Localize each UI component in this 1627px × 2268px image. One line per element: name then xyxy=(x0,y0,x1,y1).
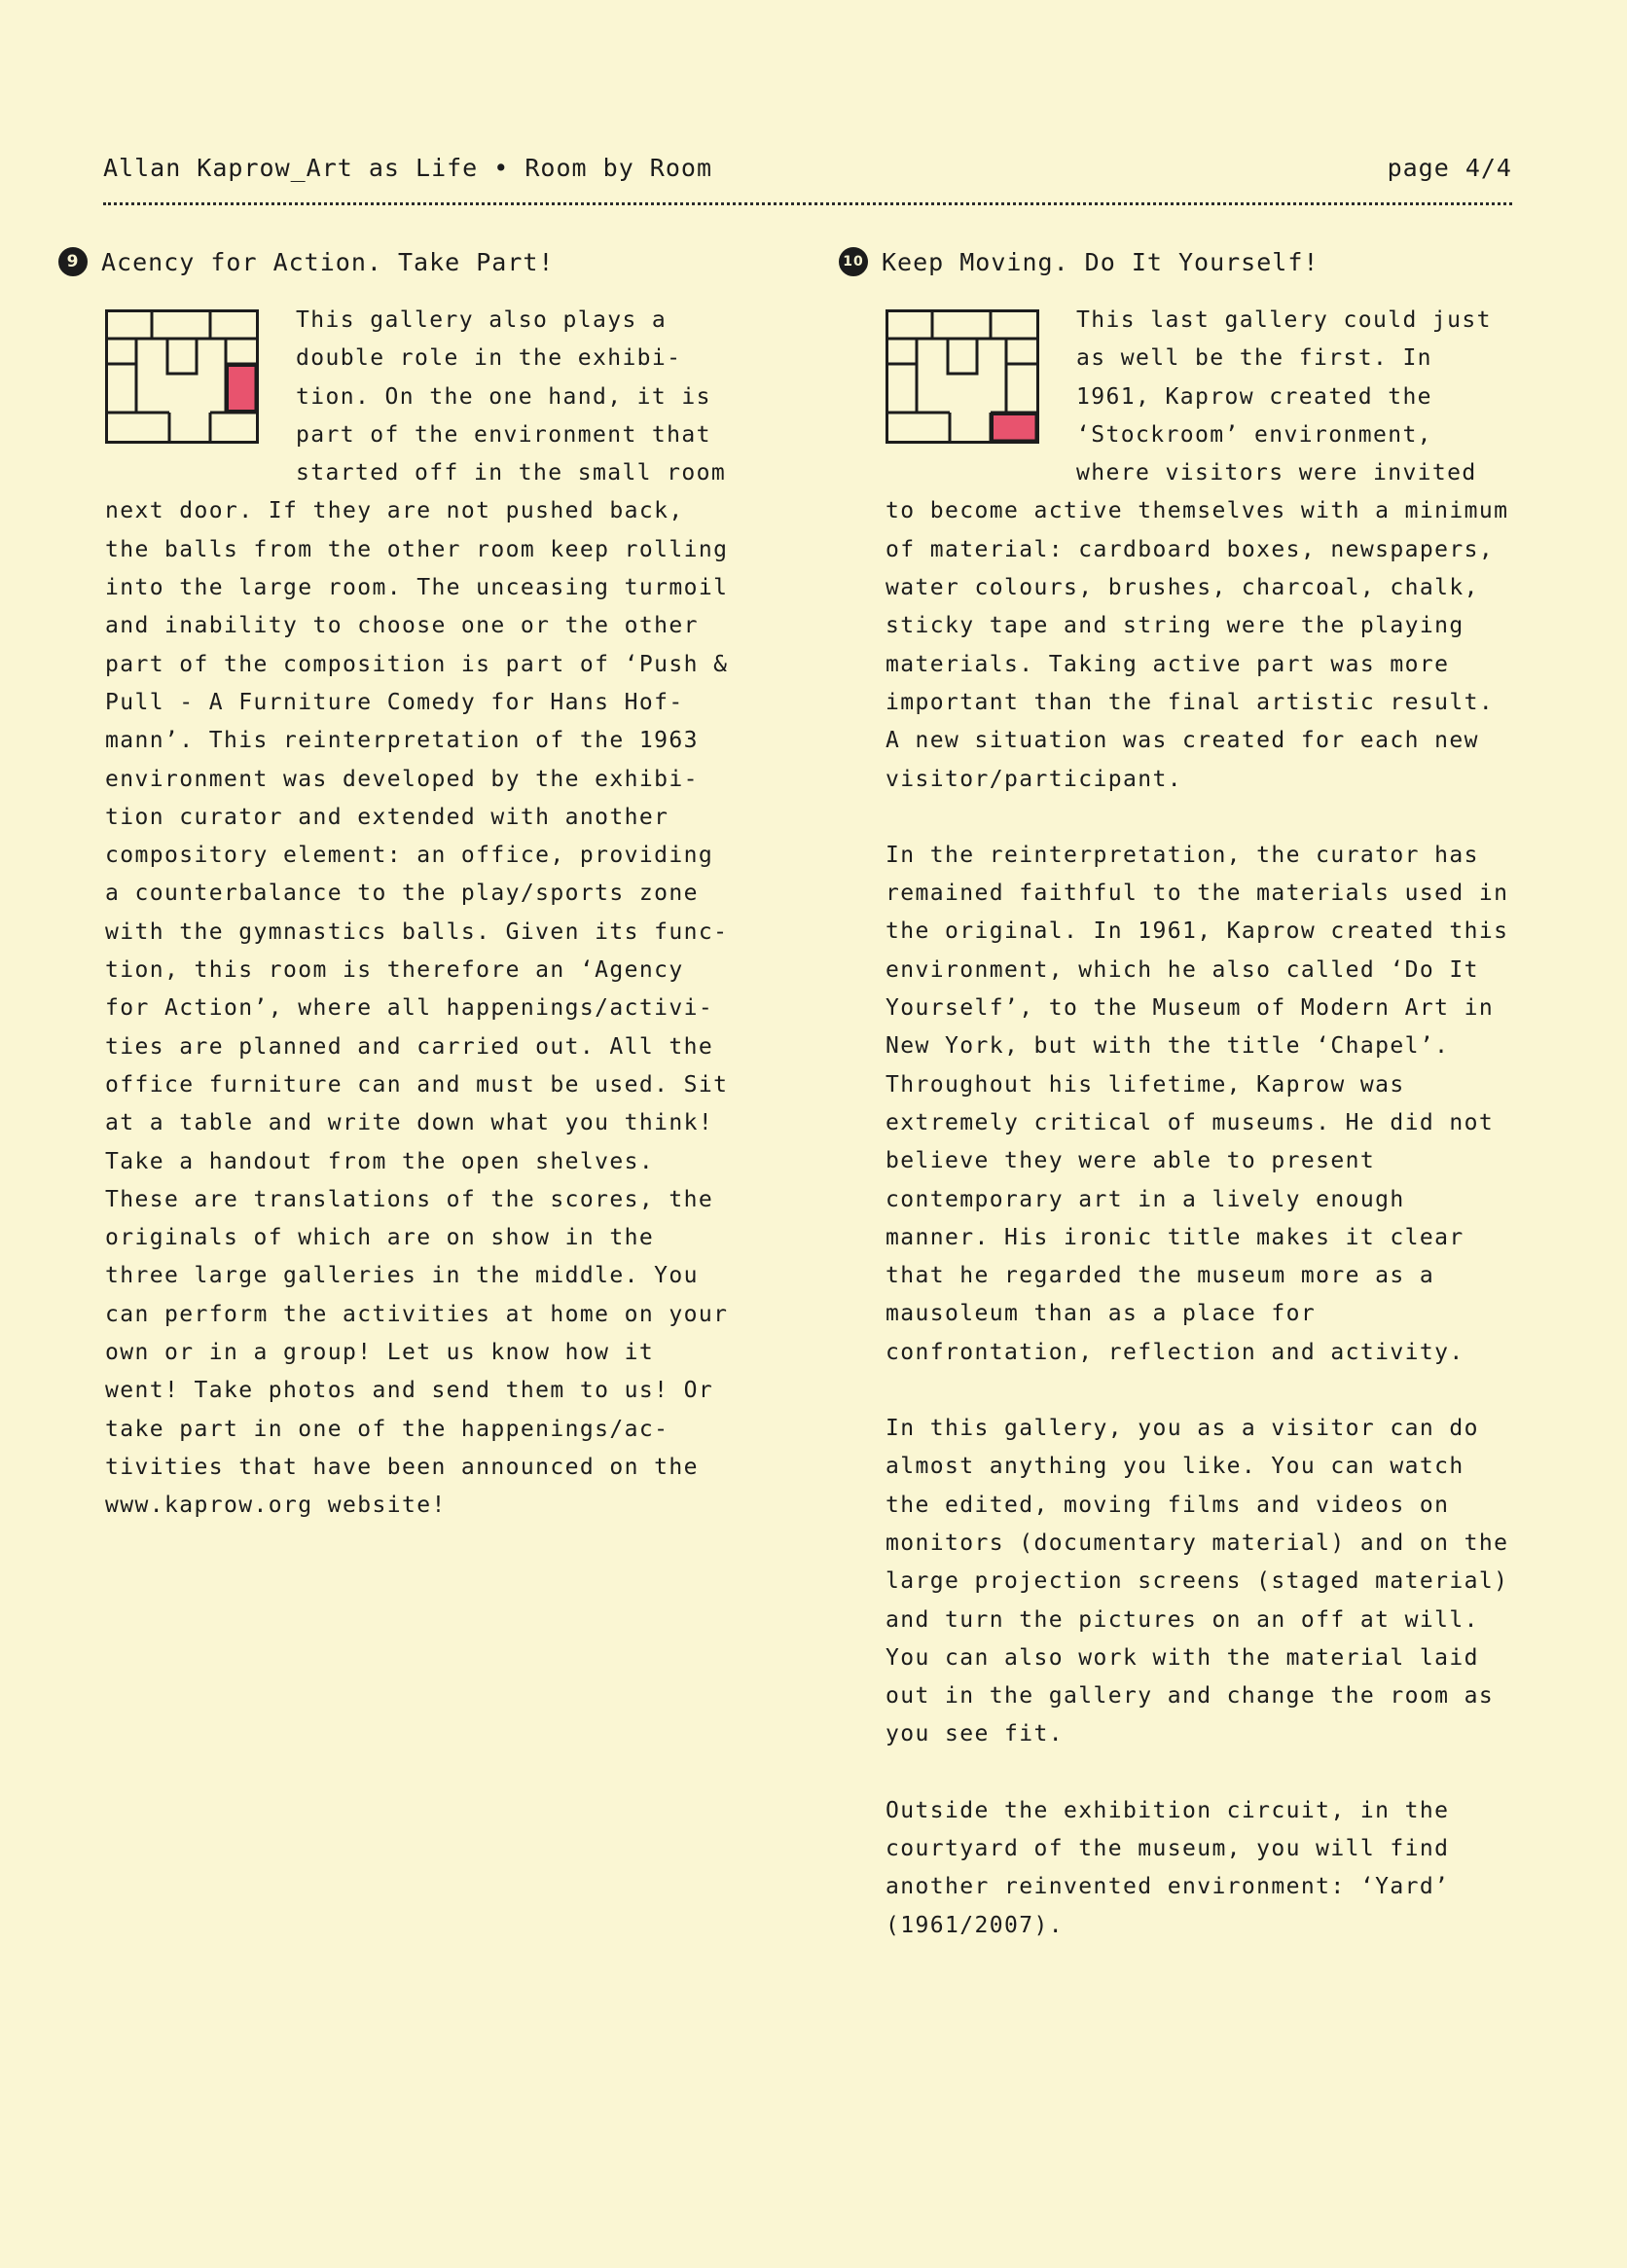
floor-plan-icon xyxy=(105,309,259,444)
floor-plan-wrap xyxy=(886,302,1076,488)
page-number: page 4/4 xyxy=(1387,154,1512,182)
document-title: Allan Kaprow_Art as Life • Room by Room xyxy=(103,154,712,182)
dotted-divider xyxy=(103,202,1512,205)
section-heading xyxy=(839,245,1518,278)
section-title: Acency for Action. Take Part! xyxy=(101,247,555,276)
section-9 xyxy=(66,245,738,1526)
section-paragraph: In the reinterpretation, the curator has remained faithful to the materials used in the original. In 1961, Kaprow created this environment, which he also called ‘Do It Yourself’, to the Museum of Modern Art in New York, but with the title ‘Chapel’. Throughout his lifetime, Kaprow was extremely critical of museums. He did not believe they were able to present contemporary art in a lively enough manner. His ironic title makes it clear that he regarded the museum more as a mausoleum than as a place for confrontation, reflection and activity. xyxy=(886,842,1509,1365)
section-10 xyxy=(843,245,1518,1983)
section-paragraph: This gallery also plays a double role in the exhibi- tion. On the one hand, it is part of the environment that started off in the small room next door. If they are not pushed back, the balls from the other room keep rolling into the large room. The unceasing turmoil and inability to choose one or the other part of the composition is part of ‘Push & Pull - A Furniture Comedy for Hans Hof- mann’. This reinterpretation of the 1963 environment was developed by the exhibi- tion curator and extended with another compository element: an office, providing a counterbalance to the play/sports zone with the gymnastics balls. Given its func- tion, this room is therefore an ‘Agency for Action’, where all happenings/activi- ties are planned and carried out. All the office furniture can and must be used. Sit at a table and write down what you think! Take a handout from the open shelves. These are translations of the scores, the originals of which are on show in the three large galleries in the middle. You can perform the activities at home on your own or in a group! Let us know how it went! Take photos and send them to us! Or take part in one of the happenings/ac- tivities that have been announced on the www.kaprow.org website! xyxy=(105,307,729,1519)
section-paragraph: Outside the exhibition circuit, in the courtyard of the museum, you will find another reinvented environment: ‘Yard’ (1961/2007). xyxy=(886,1797,1450,1938)
floor-plan-icon xyxy=(886,309,1039,444)
section-paragraph: In this gallery, you as a visitor can do almost anything you like. You can watch the edited, moving films and videos on monitors (documentary material) and on the large projection screens (staged material) and turn the pictures on an off at will. You can also work with the material laid out in the gallery and change the room as you see fit. xyxy=(886,1416,1509,1747)
section-body xyxy=(105,302,738,1526)
section-paragraph: This last gallery could just as well be the first. In 1961, Kaprow created the ‘Stockroom’ environment, where visitors were invited to become active themselves with a minimum of material: cardboard boxes, newspapers, water colours, brushes, charcoal, chalk, sticky tape and string were the playing materials. Taking active part was more important than the final artistic result. A new situation was created for each new visitor/participant. xyxy=(886,307,1509,792)
section-title: Keep Moving. Do It Yourself! xyxy=(882,247,1320,276)
floor-plan-wrap xyxy=(105,302,296,488)
section-heading xyxy=(58,245,738,278)
page-header xyxy=(103,154,1512,182)
section-number-badge: 9 xyxy=(58,247,88,276)
section-number-badge: 10 xyxy=(839,247,868,276)
section-body xyxy=(886,302,1518,1945)
